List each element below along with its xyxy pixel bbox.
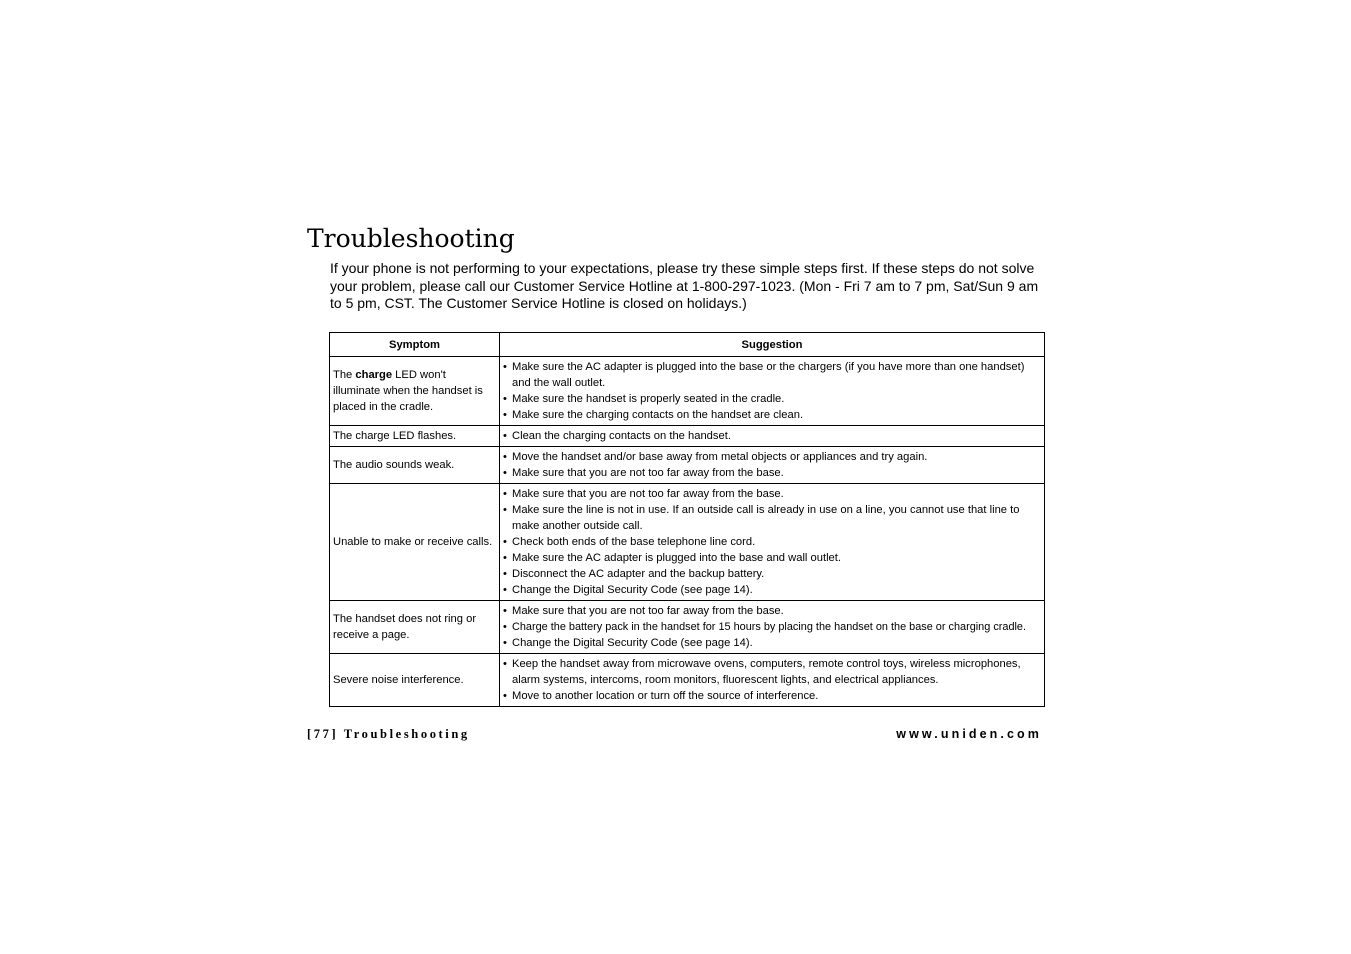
suggestion-cell (500, 447, 1045, 484)
table-row (330, 426, 1045, 447)
suggestion-list (503, 428, 1042, 444)
suggestion-cell (500, 357, 1045, 426)
symptom-cell: The handset does not ring or receive a page. (330, 601, 500, 654)
symptom-header: Symptom (330, 333, 500, 357)
suggestion-item: • Change the Digital Security Code (see page 14). (503, 635, 1042, 651)
suggestion-list (503, 656, 1042, 704)
symptom-cell: Severe noise interference. (330, 654, 500, 707)
symptom-text-post: LED won't illuminate when the handset is placed in the cradle. (333, 369, 483, 413)
suggestion-item: • Make sure the AC adapter is plugged into the base or the chargers (if you have more than one handset) and the wall outlet. (503, 359, 1042, 391)
suggestion-header: Suggestion (500, 333, 1045, 357)
symptom-cell: The charge LED flashes. (330, 426, 500, 447)
suggestion-item: • Make sure that you are not too far away from the base. (503, 603, 1042, 619)
suggestion-item: • Clean the charging contacts on the handset. (503, 428, 1042, 444)
suggestion-item: • Make sure the handset is properly seated in the cradle. (503, 391, 1042, 407)
symptom-cell (330, 357, 500, 426)
suggestion-item: • Change the Digital Security Code (see page 14). (503, 582, 1042, 598)
table-row (330, 654, 1045, 707)
suggestion-item: • Move to another location or turn off the source of interference. (503, 688, 1042, 704)
suggestion-item: • Make sure the charging contacts on the handset are clean. (503, 407, 1042, 423)
suggestion-item: • Make sure that you are not too far away from the base. (503, 465, 1042, 481)
suggestion-item: • Make sure that you are not too far away from the base. (503, 486, 1042, 502)
suggestion-item: • Keep the handset away from microwave ovens, computers, remote control toys, wireless microphones, alarm systems, intercoms, room monitors, fluorescent lights, and electrical appliances. (503, 656, 1042, 688)
suggestion-cell (500, 426, 1045, 447)
footer-website: www.uniden.com (896, 727, 1042, 741)
table-header-row (330, 333, 1045, 357)
suggestion-cell (500, 654, 1045, 707)
suggestion-item: • Charge the battery pack in the handset for 15 hours by placing the handset on the base or charging cradle. (503, 619, 1042, 635)
table-row (330, 484, 1045, 601)
suggestion-cell (500, 601, 1045, 654)
suggestion-item: • Check both ends of the base telephone line cord. (503, 534, 1042, 550)
suggestion-list (503, 603, 1042, 651)
troubleshooting-table (329, 332, 1045, 707)
suggestion-item: • Make sure the line is not in use. If an outside call is already in use on a line, you cannot use that line to make another outside call. (503, 502, 1042, 534)
table-row (330, 447, 1045, 484)
suggestion-item: • Disconnect the AC adapter and the backup battery. (503, 566, 1042, 582)
symptom-text-pre: The (333, 369, 356, 381)
intro-paragraph: If your phone is not performing to your expectations, please try these simple steps first. If these steps do not solve your problem, please call our Customer Service Hotline at 1-800-297-1023. (Mon - Fri 7 am to 7 pm, Sat/Sun 9 am to 5 pm, CST. The Customer Service Hotline is closed on holidays.) (330, 260, 1039, 311)
table-row (330, 357, 1045, 426)
symptom-text-bold: charge (355, 369, 393, 381)
suggestion-list (503, 359, 1042, 423)
page-title: Troubleshooting (307, 224, 515, 253)
suggestion-item: • Move the handset and/or base away from metal objects or appliances and try again. (503, 449, 1042, 465)
suggestion-list (503, 449, 1042, 481)
symptom-cell: The audio sounds weak. (330, 447, 500, 484)
suggestion-list (503, 486, 1042, 598)
footer-page-label: [77] Troubleshooting (307, 727, 470, 741)
suggestion-cell (500, 484, 1045, 601)
suggestion-item: • Make sure the AC adapter is plugged into the base and wall outlet. (503, 550, 1042, 566)
symptom-cell: Unable to make or receive calls. (330, 484, 500, 601)
table-row (330, 601, 1045, 654)
